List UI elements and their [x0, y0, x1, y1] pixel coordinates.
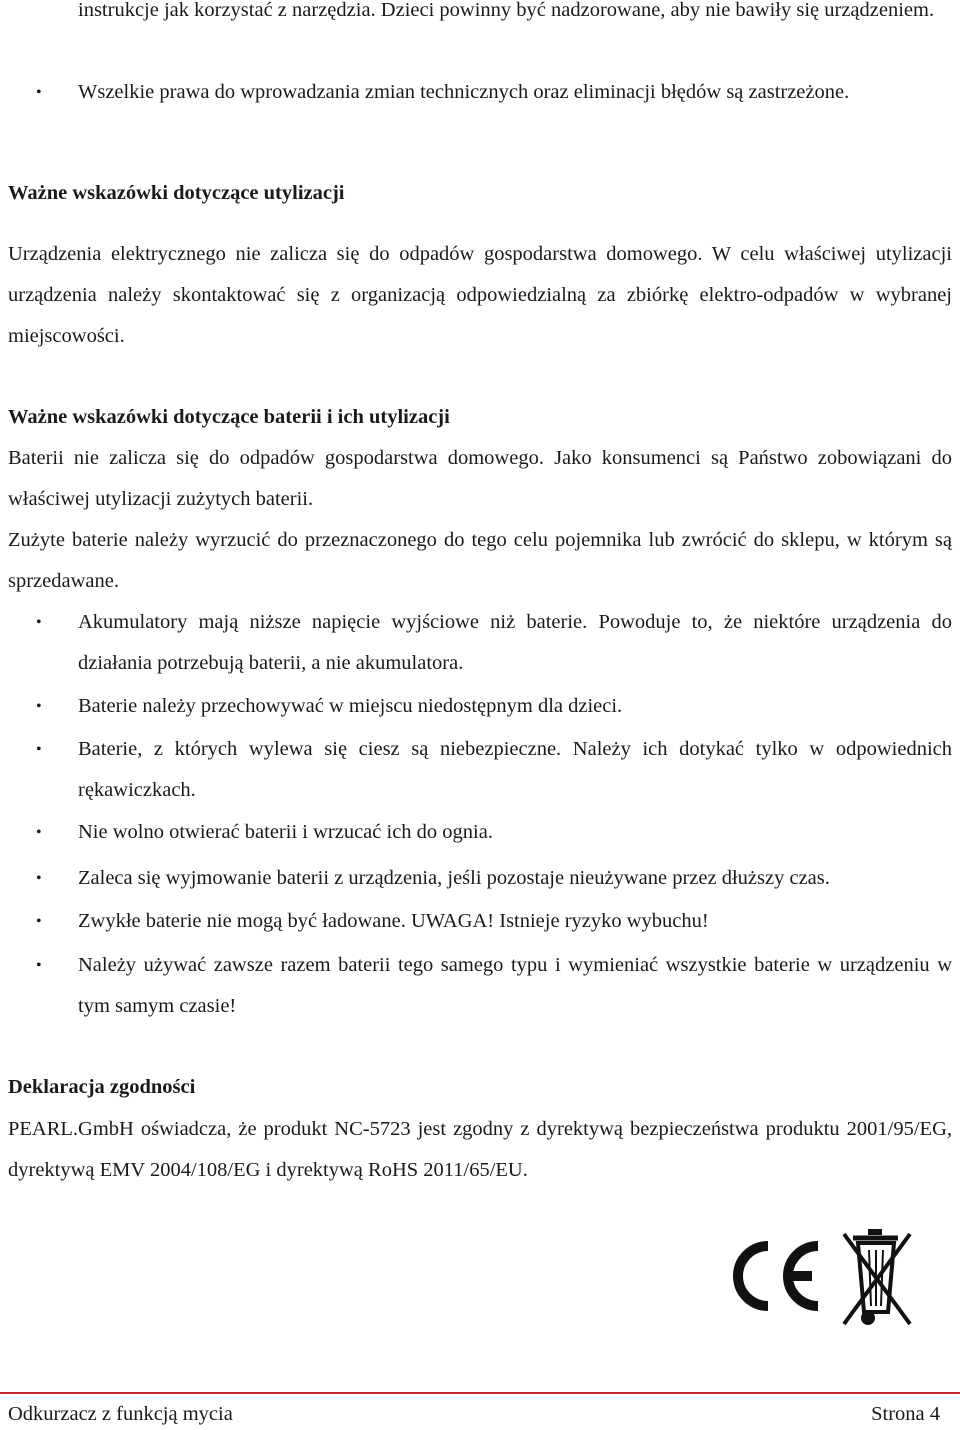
declaration-heading: Deklaracja zgodności: [8, 1076, 196, 1098]
footer-title: Odkurzacz z funkcją mycia: [8, 1403, 233, 1425]
declaration-text: PEARL.GmbH oświadcza, że produkt NC-5723 jest zgodny z dyrektywą bezpieczeństwa produktu 2001/95/EG, dyrektywą EMV 2004/108/EG i dyrektywą RoHS 2011/65/EU.: [8, 1118, 952, 1181]
weee-crossed-bin-icon: [844, 1229, 910, 1325]
bullet-icon: •: [36, 741, 42, 758]
bullet-icon: •: [36, 913, 42, 930]
batteries-heading: Ważne wskazówki dotyczące baterii i ich utylizacji: [8, 406, 450, 428]
page-number: Strona 4: [871, 1403, 940, 1425]
batteries-paragraph-2: Zużyte baterie należy wyrzucić do przeznaczonego do tego celu pojemnika lub zwrócić do sklepu, w którym są sprzedawane.: [8, 529, 952, 592]
list-item: • Baterie, z których wylewa się ciesz są niebezpieczne. Należy ich dotykać tylko w odpowiednich rękawiczkach.: [78, 729, 952, 811]
footer-divider: [0, 1392, 960, 1394]
bullet-icon: •: [36, 614, 42, 631]
batteries-paragraph-1: Baterii nie zalicza się do odpadów gospodarstwa domowego. Jako konsumenci są Państwo zobowiązani do właściwej utylizacji zużytych baterii.: [8, 447, 952, 510]
list-item: • Zwykłe baterie nie mogą być ładowane. UWAGA! Istnieje ryzyko wybuchu!: [78, 901, 952, 942]
list-item: • Nie wolno otwierać baterii i wrzucać ich do ognia.: [78, 812, 952, 853]
list-item: • Zaleca się wyjmowanie baterii z urządzenia, jeśli pozostaje nieużywane przez dłuższy czas.: [78, 858, 952, 899]
disposal-heading: Ważne wskazówki dotyczące utylizacji: [8, 182, 345, 204]
certification-logos: [718, 1226, 918, 1330]
list-item: • Akumulatory mają niższe napięcie wyjściowe niż baterie. Powoduje to, że niektóre urządzenia do działania potrzebują baterii, a nie akumulatora.: [78, 602, 952, 684]
bullet-icon: •: [36, 957, 42, 974]
disposal-paragraph: Urządzenia elektrycznego nie zalicza się do odpadów gospodarstwa domowego. W celu właściwej utylizacji urządzenia należy skontaktować się z organizacją odpowiedzialną za zbiórkę elektro-odpadów w wybranej miejscowości.: [8, 243, 952, 347]
bullet-icon: •: [36, 870, 42, 887]
list-item: • Należy używać zawsze razem baterii tego samego typu i wymieniać wszystkie baterie w urządzeniu w tym samym czasie!: [78, 945, 952, 1027]
bullet-icon: •: [36, 84, 42, 101]
ce-mark-icon: [738, 1246, 818, 1306]
bullet-icon: •: [36, 824, 42, 841]
list-item: • Baterie należy przechowywać w miejscu niedostępnym dla dzieci.: [78, 686, 952, 727]
intro-text: instrukcje jak korzystać z narzędzia. Dzieci powinny być nadzorowane, aby nie bawiły się urządzeniem.: [78, 0, 935, 21]
list-item: • Wszelkie prawa do wprowadzania zmian technicznych oraz eliminacji błędów są zastrzeżone.: [78, 72, 952, 113]
bullet-icon: •: [36, 698, 42, 715]
